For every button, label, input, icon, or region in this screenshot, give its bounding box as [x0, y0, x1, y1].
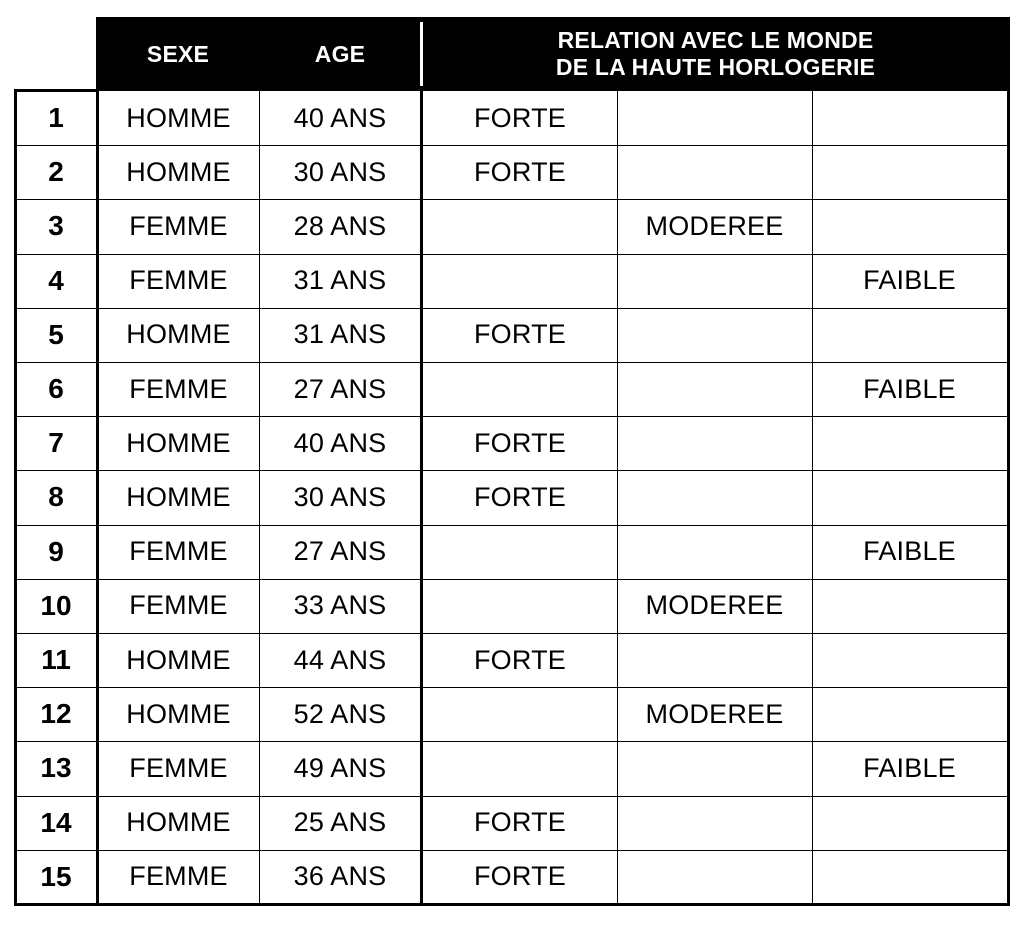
cell-age: 30 ANS	[293, 481, 387, 512]
row-divider	[14, 416, 1010, 417]
cell-faible	[812, 145, 1007, 199]
cell-age: 30 ANS	[293, 156, 387, 187]
table-bottom-border	[14, 903, 1010, 906]
cell-moderee	[617, 145, 812, 199]
cell-moderee	[617, 633, 812, 687]
cell-sexe: HOMME	[126, 156, 231, 187]
cell-faible: FAIBLE	[863, 265, 956, 296]
cell-sexe: HOMME	[126, 427, 231, 458]
cell-forte	[423, 525, 617, 579]
column-divider	[617, 91, 618, 904]
cell-moderee	[617, 470, 812, 524]
cell-faible	[812, 416, 1007, 470]
row-divider	[14, 796, 1010, 797]
cell-moderee	[617, 254, 812, 308]
row-divider	[14, 145, 1010, 146]
row-divider	[14, 525, 1010, 526]
header-age-label: AGE	[314, 40, 366, 67]
cell-faible	[812, 850, 1007, 904]
cell-forte: FORTE	[473, 427, 566, 458]
header-divider	[420, 22, 423, 86]
row-divider	[14, 470, 1010, 471]
cell-age: 25 ANS	[293, 807, 387, 838]
cell-sexe: HOMME	[126, 644, 231, 675]
cell-sexe: FEMME	[129, 590, 228, 621]
cell-moderee: MODEREE	[645, 590, 784, 621]
row-number: 6	[48, 373, 64, 405]
row-number: 10	[40, 589, 72, 621]
column-divider	[812, 91, 813, 904]
cell-moderee	[617, 850, 812, 904]
header-relation	[421, 17, 1010, 91]
cell-forte	[423, 579, 617, 633]
row-number: 11	[41, 644, 71, 676]
cell-age: 31 ANS	[293, 265, 387, 296]
cell-age: 33 ANS	[293, 590, 387, 621]
cell-age: 49 ANS	[293, 752, 387, 783]
cell-faible	[812, 633, 1007, 687]
table-top-border	[14, 89, 98, 92]
cell-sexe: HOMME	[126, 481, 231, 512]
row-number: 3	[48, 210, 64, 242]
cell-faible	[812, 470, 1007, 524]
cell-sexe: FEMME	[129, 861, 228, 892]
cell-sexe: HOMME	[126, 319, 231, 350]
table-left-border	[14, 89, 17, 906]
cell-age: 40 ANS	[293, 427, 387, 458]
cell-faible	[812, 199, 1007, 253]
cell-age: 31 ANS	[293, 319, 387, 350]
cell-forte: FORTE	[473, 156, 566, 187]
cell-forte	[423, 362, 617, 416]
row-number: 7	[48, 427, 64, 459]
cell-forte: FORTE	[473, 807, 566, 838]
cell-age: 27 ANS	[293, 373, 387, 404]
cell-sexe: HOMME	[126, 698, 231, 729]
cell-moderee	[617, 796, 812, 850]
row-number: 4	[48, 264, 64, 296]
row-number: 9	[48, 535, 64, 567]
cell-faible	[812, 687, 1007, 741]
cell-age: 36 ANS	[293, 861, 387, 892]
relation-divider	[420, 91, 423, 906]
row-divider	[14, 579, 1010, 580]
header-sexe-label: SEXE	[146, 40, 210, 67]
header-relation-line1: RELATION AVEC LE MONDE	[557, 27, 874, 53]
row-divider	[14, 308, 1010, 309]
row-number: 1	[48, 102, 64, 134]
cell-age: 44 ANS	[293, 644, 387, 675]
cell-faible: FAIBLE	[863, 373, 956, 404]
cell-forte: FORTE	[473, 102, 566, 133]
row-divider	[14, 850, 1010, 851]
header-relation-line2: DE LA HAUTE HORLOGERIE	[555, 54, 876, 80]
cell-moderee	[617, 91, 812, 145]
cell-faible: FAIBLE	[863, 536, 956, 567]
cell-faible	[812, 308, 1007, 362]
cell-forte: FORTE	[473, 319, 566, 350]
cell-moderee: MODEREE	[645, 698, 784, 729]
cell-moderee	[617, 741, 812, 795]
row-divider	[14, 362, 1010, 363]
row-number: 13	[40, 752, 72, 784]
cell-sexe: FEMME	[129, 752, 228, 783]
row-divider	[14, 633, 1010, 634]
row-number: 15	[40, 860, 72, 892]
row-divider	[14, 254, 1010, 255]
cell-forte: FORTE	[473, 861, 566, 892]
cell-age: 28 ANS	[293, 210, 387, 241]
cell-sexe: FEMME	[129, 210, 228, 241]
number-column-border	[96, 17, 99, 906]
header-age	[259, 17, 421, 91]
cell-faible: FAIBLE	[863, 752, 956, 783]
row-number: 2	[48, 156, 64, 188]
cell-faible	[812, 796, 1007, 850]
row-number: 8	[48, 481, 64, 513]
cell-forte	[423, 687, 617, 741]
cell-faible	[812, 579, 1007, 633]
cell-moderee	[617, 308, 812, 362]
cell-forte	[423, 199, 617, 253]
table-right-border	[1007, 91, 1010, 906]
cell-moderee	[617, 362, 812, 416]
row-divider	[14, 199, 1010, 200]
cell-sexe: FEMME	[129, 536, 228, 567]
cell-moderee: MODEREE	[645, 210, 784, 241]
header-sexe	[97, 17, 259, 91]
row-number: 14	[40, 806, 72, 838]
row-divider	[14, 741, 1010, 742]
cell-forte: FORTE	[473, 481, 566, 512]
row-number: 12	[40, 698, 72, 730]
column-divider	[259, 91, 260, 904]
cell-age: 27 ANS	[293, 536, 387, 567]
row-divider	[14, 687, 1010, 688]
cell-sexe: FEMME	[129, 373, 228, 404]
cell-moderee	[617, 525, 812, 579]
cell-faible	[812, 91, 1007, 145]
cell-forte	[423, 254, 617, 308]
cell-sexe: FEMME	[129, 265, 228, 296]
row-number: 5	[48, 318, 64, 350]
cell-moderee	[617, 416, 812, 470]
cell-sexe: HOMME	[126, 807, 231, 838]
cell-age: 52 ANS	[293, 698, 387, 729]
cell-forte: FORTE	[473, 644, 566, 675]
cell-forte	[423, 741, 617, 795]
cell-age: 40 ANS	[293, 102, 387, 133]
cell-sexe: HOMME	[126, 102, 231, 133]
